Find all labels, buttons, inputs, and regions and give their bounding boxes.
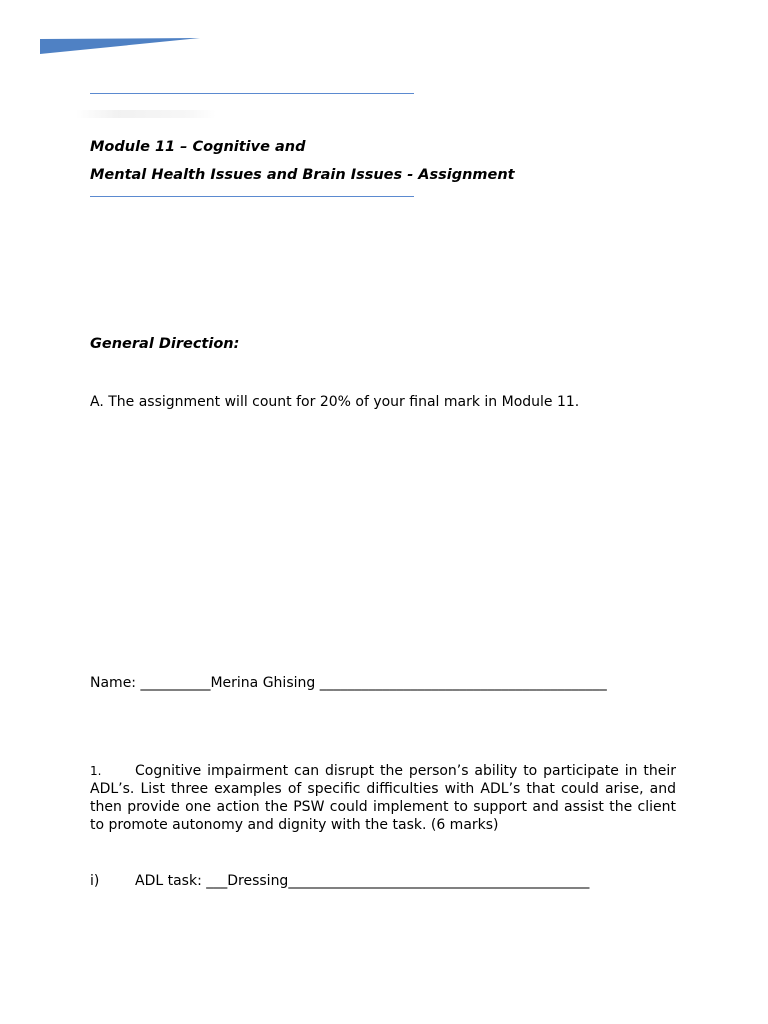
title-bottom-rule [90, 196, 414, 197]
corner-accent-bar [40, 38, 200, 54]
student-name-field: Name: __________Merina Ghising _________________________________________ [90, 675, 607, 691]
adl-item-1-text: ADL task: ___Dressing___________________________________________ [135, 873, 590, 889]
question-1 [90, 762, 676, 834]
adl-item-1 [90, 873, 589, 889]
adl-item-1-numeral: i) [90, 873, 100, 889]
faint-scan-mark [76, 110, 216, 118]
question-1-text: Cognitive impairment can disrupt the person’s ability to participate in their ADL’s. List three examples of specific difficulties with ADL’s that could arise, and then provide one action the PSW could implement to support and assist the client to promote autonomy and dignity with the task. (6 marks) [90, 763, 676, 833]
direction-note-a: A. The assignment will count for 20% of your final mark in Module 11. [90, 394, 580, 410]
document-title-line-2: Mental Health Issues and Brain Issues - Assignment [90, 167, 515, 183]
document-title-line-1: Module 11 – Cognitive and [90, 139, 306, 155]
title-top-rule [90, 93, 414, 94]
general-direction-heading: General Direction: [90, 336, 240, 352]
question-1-number: 1. [90, 764, 102, 778]
